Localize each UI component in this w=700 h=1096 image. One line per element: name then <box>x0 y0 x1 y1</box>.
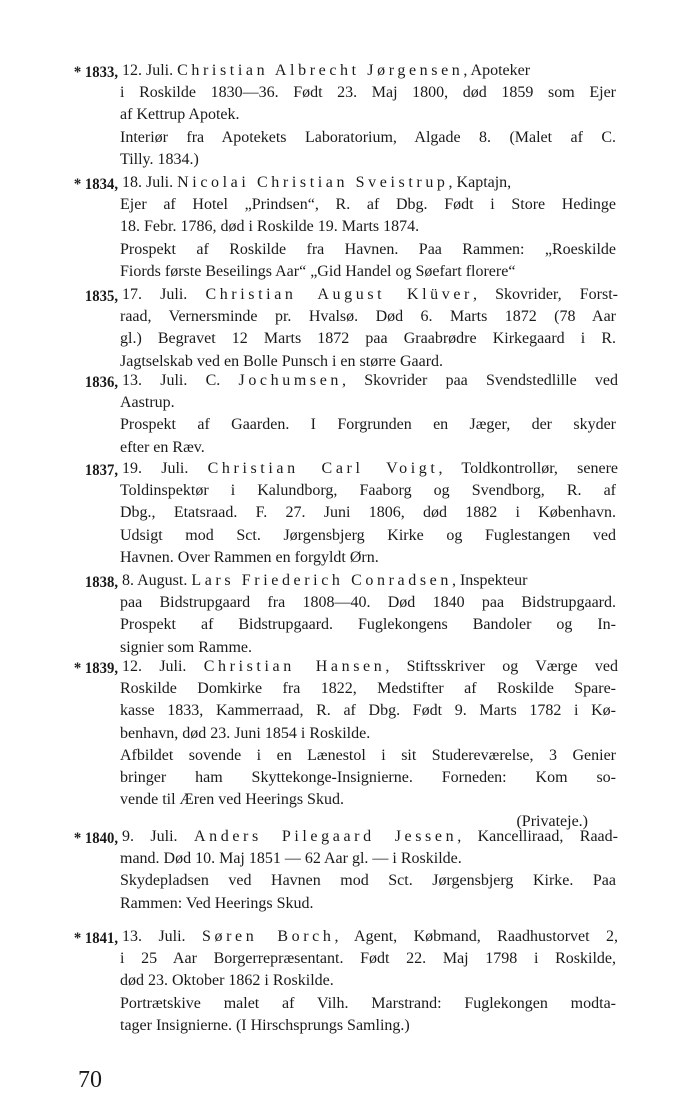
entry-text: Tilly. 1834.) <box>120 150 199 168</box>
entry-line <box>120 614 616 636</box>
entry-text: vende til Æren ved Heerings Skud. <box>120 791 344 809</box>
entry-text: 12. Juli. <box>122 658 204 675</box>
entry-text: 13. Juli. <box>122 928 203 945</box>
entry-text: (Privateje.) <box>516 813 588 831</box>
entry-text: Roskilde Domkirke fra 1822, Medstifter af Roskilde Spare- <box>120 680 616 698</box>
entry-line <box>120 970 616 992</box>
entry-line <box>120 870 616 892</box>
entry-text: Havnen. Over Rammen en forgyldt Ørn. <box>120 548 379 566</box>
entry-year: 1837, <box>84 462 118 479</box>
entry-text: 17. Juli. <box>122 286 206 303</box>
entry-line <box>120 261 616 283</box>
entry-text: paa Bidstrupgaard fra 1808—40. Død 1840 paa Bidstrupgaard. <box>120 594 616 612</box>
entry-line <box>120 547 616 569</box>
entry-line <box>120 480 616 502</box>
entry-line <box>122 60 618 82</box>
entry-line <box>120 414 616 436</box>
entry-line <box>120 306 616 328</box>
entry-year: 1836, <box>84 374 118 391</box>
entry-text: gl.) Begravet 12 Marts 1872 paa Graabrødre Kirkegaard i R. <box>120 330 616 348</box>
entry-line <box>122 172 618 194</box>
entry-year: * 1840, <box>73 830 118 847</box>
entry-line <box>122 926 618 948</box>
entry-text: , Agent, Købmand, Raadhustorvet 2, <box>334 928 619 945</box>
entry-text: kasse 1833, Kammerraad, R. af Dbg. Født 9. Marts 1782 i Kø- <box>120 702 616 720</box>
entry-line <box>122 656 618 678</box>
entry-text: 9. Juli. <box>122 828 194 845</box>
person-name: Lars Friederich Conradsen <box>191 572 452 589</box>
entry-line <box>120 678 616 700</box>
entry-line <box>120 525 616 547</box>
entry-line <box>120 723 616 745</box>
entry-text: 13. Juli. C. <box>122 372 239 389</box>
entry-text: Rammen: Ved Heerings Skud. <box>120 894 314 912</box>
entry-line <box>120 502 616 524</box>
entry-line <box>120 216 616 238</box>
entry-text: Aastrup. <box>120 394 175 412</box>
entry-text: Ejer af Hotel „Prindsen“, R. af Dbg. Født i Store Hedinge <box>120 196 616 214</box>
entry-line <box>120 592 616 614</box>
entry-text: Fiords første Beseilings Aar“ „Gid Handel og Søefart florere“ <box>120 262 516 280</box>
person-name: Nicolai Christian Sveistrup <box>177 174 449 191</box>
entry-year: 1838, <box>84 574 118 591</box>
entry-text: , Skovrider, Forst- <box>473 286 618 303</box>
entry-line <box>120 437 616 459</box>
entry-text: tager Insignierne. (I Hirschsprungs Samling.) <box>120 1016 410 1034</box>
entry-line <box>122 826 618 848</box>
entry-text: 8. August. <box>122 572 192 589</box>
entry-text: Udsigt mod Sct. Jørgensbjerg Kirke og Fuglestangen ved <box>120 526 616 544</box>
entry-line <box>120 149 616 171</box>
entry-text: raad, Vernersminde pr. Hvalsø. Død 6. Marts 1872 (78 Aar <box>120 308 616 326</box>
entry-text: død 23. Oktober 1862 i Roskilde. <box>120 972 334 990</box>
entry-text: signier som Ramme. <box>120 638 252 656</box>
entry-text: , Toldkontrollør, senere <box>438 460 619 477</box>
entry-line <box>122 370 618 392</box>
entry-text: , Apoteker <box>463 62 531 79</box>
person-name: Christian August Klüver <box>205 286 473 303</box>
person-name: Christian Hansen <box>203 658 386 675</box>
entry-text: , Skovrider paa Svendstedlille ved <box>342 372 619 389</box>
entry-text: 12. Juli. <box>122 62 178 79</box>
entry-text: Dbg., Etatsraad. F. 27. Juni 1806, død 1882 i København. <box>120 504 616 522</box>
person-name: Søren Borch <box>202 928 335 945</box>
entry-line <box>120 239 616 261</box>
entry-text: 18. Febr. 1786, død i Roskilde 19. Marts 1874. <box>120 218 420 236</box>
entry-line <box>120 700 616 722</box>
entry-text: 18. Juli. <box>122 174 178 191</box>
person-name: Anders Pilegaard Jessen <box>194 828 458 845</box>
entry-year: * 1841, <box>73 930 118 947</box>
entry-text: Jagtselskab ved en Bolle Punsch i en større Gaard. <box>120 352 444 370</box>
entry-text: Portrætskive malet af Vilh. Marstrand: Fuglekongen modta- <box>120 994 616 1012</box>
entry-text: efter en Ræv. <box>120 438 205 456</box>
entry-text: Afbildet sovende i en Lænestol i sit Studereværelse, 3 Genier <box>120 746 616 764</box>
entry-text: Prospekt af Roskilde fra Havnen. Paa Rammen: „Roeskilde <box>120 240 616 258</box>
entry-text: Prospekt af Gaarden. I Forgrunden en Jæger, der skyder <box>120 416 616 434</box>
entry-line <box>120 948 616 970</box>
entry-line <box>120 745 616 767</box>
entry-line <box>120 848 616 870</box>
entry-text: i 25 Aar Borgerrepræsentant. Født 22. Maj 1798 i Roskilde, <box>120 950 616 968</box>
person-name: Christian Carl Voigt <box>207 460 439 477</box>
entry-text: Prospekt af Bidstrupgaard. Fuglekongens Bandoler og In- <box>120 616 616 634</box>
person-name: Jochumsen <box>238 372 343 389</box>
entry-text: , Stiftsskriver og Værge ved <box>385 658 619 675</box>
entry-line <box>120 328 616 350</box>
entry-text: i Roskilde 1830—36. Født 23. Maj 1800, død 1859 som Ejer <box>120 84 616 102</box>
entry-text: af Kettrup Apotek. <box>120 106 240 124</box>
entry-text: mand. Død 10. Maj 1851 — 62 Aar gl. — i Roskilde. <box>120 850 462 868</box>
entry-line <box>122 570 618 592</box>
entry-year: * 1834, <box>73 176 118 193</box>
person-name: Christian Albrecht Jørgensen <box>177 62 464 79</box>
entry-line <box>120 82 616 104</box>
entry-text: Toldinspektør i Kalundborg, Faaborg og Svendborg, R. af <box>120 482 616 500</box>
entry-text: Skydepladsen ved Havnen mod Sct. Jørgensbjerg Kirke. Paa <box>120 872 616 890</box>
entry-line <box>120 194 616 216</box>
entry-text: , Kancelliraad, Raad- <box>457 828 618 845</box>
entry-line <box>120 789 616 811</box>
entry-text: 19. Juli. <box>122 460 208 477</box>
entry-text: bringer ham Skyttekonge-Insignierne. Forneden: Kom so- <box>120 769 616 786</box>
entry-text: Interiør fra Apotekets Laboratorium, Algade 8. (Malet af C. <box>120 128 616 146</box>
entry-line <box>120 893 616 915</box>
entry-line <box>120 767 616 789</box>
entry-year: * 1839, <box>73 660 118 677</box>
entry-year: 1835, <box>84 288 118 305</box>
entry-text: , Kaptajn, <box>448 174 512 191</box>
entry-line <box>122 458 618 480</box>
entry-line <box>120 104 616 126</box>
entry-line <box>122 284 618 306</box>
entry-line <box>120 127 616 149</box>
entry-year: * 1833, <box>73 64 118 81</box>
entry-line <box>120 1015 616 1037</box>
entry-text: benhavn, død 23. Juni 1854 i Roskilde. <box>120 724 371 742</box>
page-number: 70 <box>78 1067 102 1093</box>
entry-text: , Inspekteur <box>451 572 528 589</box>
entry-line <box>120 392 616 414</box>
entry-line <box>120 993 616 1015</box>
